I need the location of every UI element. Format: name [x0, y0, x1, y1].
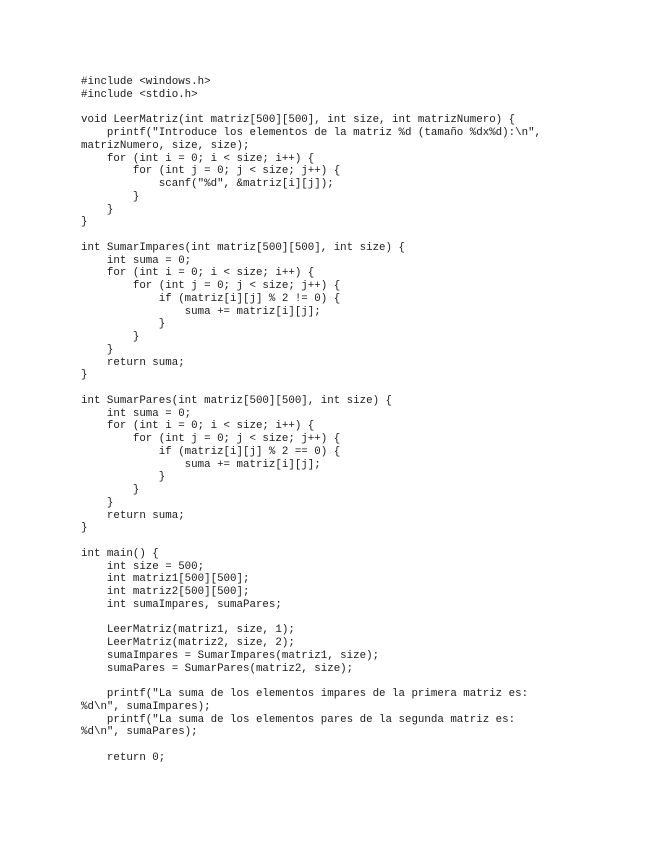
code-line: }: [81, 318, 166, 331]
code-line: int suma = 0;: [81, 407, 192, 420]
code-line: #include <windows.h>: [81, 76, 211, 88]
code-line: suma += matriz[i][j];: [81, 458, 321, 471]
code-line: [81, 535, 641, 548]
code-line: sumaPares = SumarPares(matriz2, size);: [81, 662, 354, 675]
code-line: int matriz2[500][500];: [81, 586, 250, 598]
code-line: printf("Introduce los elementos de la matriz %d (tamaño %dx%d):\n",: [81, 127, 542, 139]
code-line: void LeerMatriz(int matriz[500][500], int size, int matrizNumero) {: [81, 114, 516, 127]
code-line: int SumarPares(int matriz[500][500], int size) {: [81, 394, 393, 407]
code-line: scanf("%d", &matriz[i][j]);: [81, 178, 334, 190]
code-line: #include <stdio.h>: [81, 88, 198, 101]
code-line: int size = 500;: [81, 560, 205, 573]
code-line: return suma;: [81, 356, 185, 369]
code-line: int matriz1[500][500];: [81, 573, 250, 586]
code-line: [81, 675, 641, 688]
code-line: [81, 229, 641, 242]
code-line: }: [81, 216, 88, 229]
code-line: int suma = 0;: [81, 254, 192, 267]
code-line: LeerMatriz(matriz2, size, 2);: [81, 637, 295, 649]
code-line: [81, 102, 641, 115]
code-line: for (int j = 0; j < size; j++) {: [81, 433, 341, 445]
code-line: for (int j = 0; j < size; j++) {: [81, 280, 341, 292]
code-line: printf("La suma de los elementos impares de la primera matriz es:: [81, 688, 529, 700]
code-line: for (int i = 0; i < size; i++) {: [81, 420, 315, 433]
code-line: LeerMatriz(matriz1, size, 1);: [81, 624, 295, 637]
code-line: for (int j = 0; j < size; j++) {: [81, 165, 341, 178]
code-line: }: [81, 496, 114, 509]
code-line: [81, 612, 641, 625]
code-line: int main() {: [81, 547, 159, 560]
code-line: [81, 382, 641, 395]
code-line: }: [81, 331, 140, 343]
code-line: matrizNumero, size, size);: [81, 139, 250, 152]
code-line: sumaImpares = SumarImpares(matriz1, size);: [81, 649, 380, 662]
code-line: return 0;: [81, 751, 166, 764]
code-line: int sumaImpares, sumaPares;: [81, 598, 282, 611]
code-line: }: [81, 522, 88, 535]
code-line: }: [81, 471, 166, 484]
code-line: int SumarImpares(int matriz[500][500], int size) {: [81, 241, 405, 254]
code-listing: [81, 76, 641, 765]
code-line: %d\n", sumaPares);: [81, 726, 198, 739]
code-line: return suma;: [81, 509, 185, 522]
code-line: }: [81, 190, 140, 203]
code-line: }: [81, 203, 114, 216]
code-line: }: [81, 343, 114, 356]
code-line: %d\n", sumaImpares);: [81, 700, 211, 713]
code-line: if (matriz[i][j] % 2 != 0) {: [81, 292, 341, 305]
code-line: suma += matriz[i][j];: [81, 305, 321, 318]
code-line: [81, 739, 641, 752]
code-line: }: [81, 369, 88, 382]
code-line: if (matriz[i][j] % 2 == 0) {: [81, 445, 341, 458]
code-line: }: [81, 484, 140, 496]
code-line: for (int i = 0; i < size; i++) {: [81, 267, 315, 280]
code-line: for (int i = 0; i < size; i++) {: [81, 152, 315, 165]
code-line: printf("La suma de los elementos pares de la segunda matriz es:: [81, 713, 516, 726]
